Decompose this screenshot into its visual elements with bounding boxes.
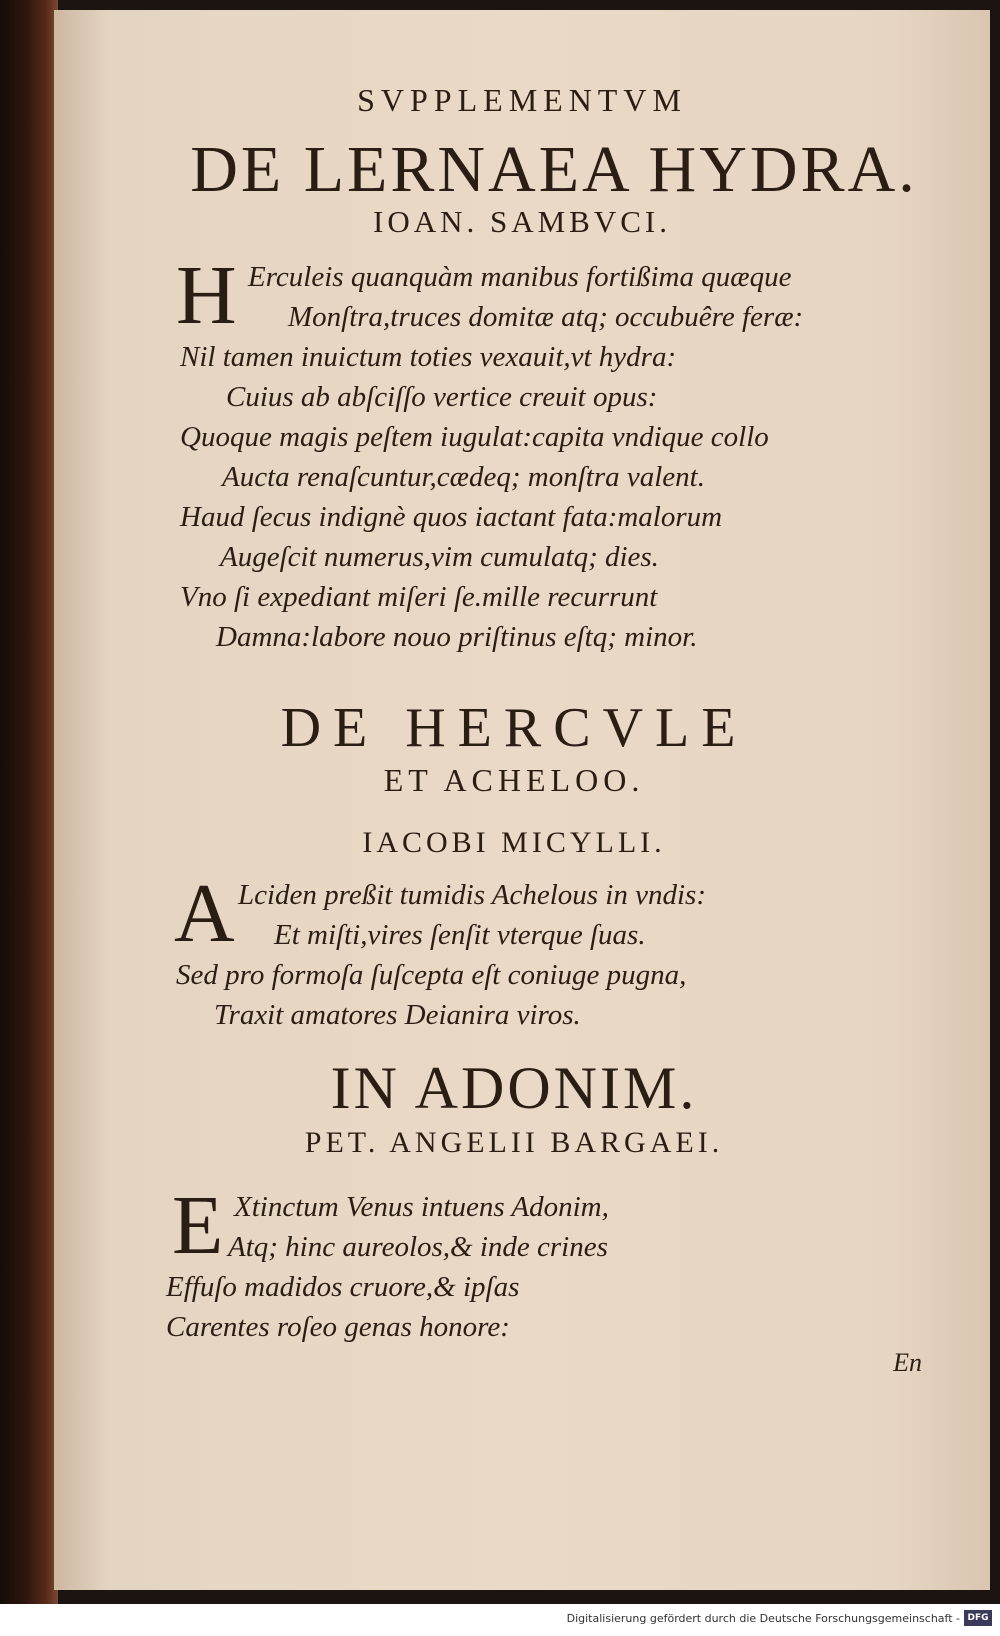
verse-line: Et miſti,vires ſenſit vterque ſuas. xyxy=(274,919,646,951)
verse-line: Carentes roſeo genas honore: xyxy=(166,1311,510,1343)
section-author-sambuci: IOAN. SAMBVCI. xyxy=(373,204,671,239)
verse-line: Atq; hinc aureolos,& inde crines xyxy=(228,1231,608,1263)
book-page xyxy=(54,10,990,1590)
verse-line: Damna:labore nouo priſtinus eſtq; minor. xyxy=(216,621,698,653)
section-title-hydra: DE LERNAEA HYDRA. xyxy=(190,133,918,206)
section-subtitle-acheloo: ET ACHELOO. xyxy=(383,762,645,798)
verse-line: Quoque magis peſtem iugulat:capita vndique collo xyxy=(180,421,769,453)
verse-line: Vno ſi expediant miſeri ſe.mille recurrunt xyxy=(180,581,658,613)
verse-line: Monſtra,truces domitæ atq; occubuêre feræ: xyxy=(288,301,804,333)
verse-line: Lciden preßit tumidis Achelous in vndis: xyxy=(238,879,706,911)
verse-line: Nil tamen inuictum toties vexauit,vt hydra: xyxy=(180,341,677,373)
dropcap-a: A xyxy=(174,867,235,960)
section-author-bargaei: PET. ANGELII BARGAEI. xyxy=(304,1126,724,1159)
verse-line: Cuius ab abſciſſo vertice creuit opus: xyxy=(226,381,658,413)
running-heading: SVPPLEMENTVM xyxy=(357,82,687,118)
book-spine xyxy=(0,0,58,1604)
page-content xyxy=(54,10,990,1590)
verse-line: Augeſcit numerus,vim cumulatq; dies. xyxy=(220,541,659,573)
section-title-hercule: DE HERCVLE xyxy=(280,697,748,759)
verse-line: Haud ſecus indignè quos iactant fata:malorum xyxy=(180,501,723,533)
section-title-adonim: IN ADONIM. xyxy=(330,1055,698,1121)
digitization-footer xyxy=(0,1606,1000,1636)
verse-line: Aucta renaſcuntur,cædeq; monſtra valent. xyxy=(222,461,705,493)
verse-line: Traxit amatores Deianira viros. xyxy=(214,999,581,1031)
verse-line: Sed pro formoſa ſuſcepta eſt coniuge pugna, xyxy=(176,959,687,991)
verse-line: Xtinctum Venus intuens Adonim, xyxy=(234,1191,609,1223)
dropcap-h: H xyxy=(176,249,237,342)
verse-line: Erculeis quanquàm manibus fortißima quæque xyxy=(248,261,792,293)
catchword: En xyxy=(893,1348,922,1377)
dropcap-e: E xyxy=(172,1179,224,1272)
dfg-logo-icon: DFG xyxy=(964,1610,992,1626)
footer-credit: Digitalisierung gefördert durch die Deutsche Forschungsgemeinschaft - xyxy=(566,1612,960,1625)
verse-line: Effuſo madidos cruore,& ipſas xyxy=(166,1271,520,1303)
section-author-micylli: IACOBI MICYLLI. xyxy=(362,826,666,859)
